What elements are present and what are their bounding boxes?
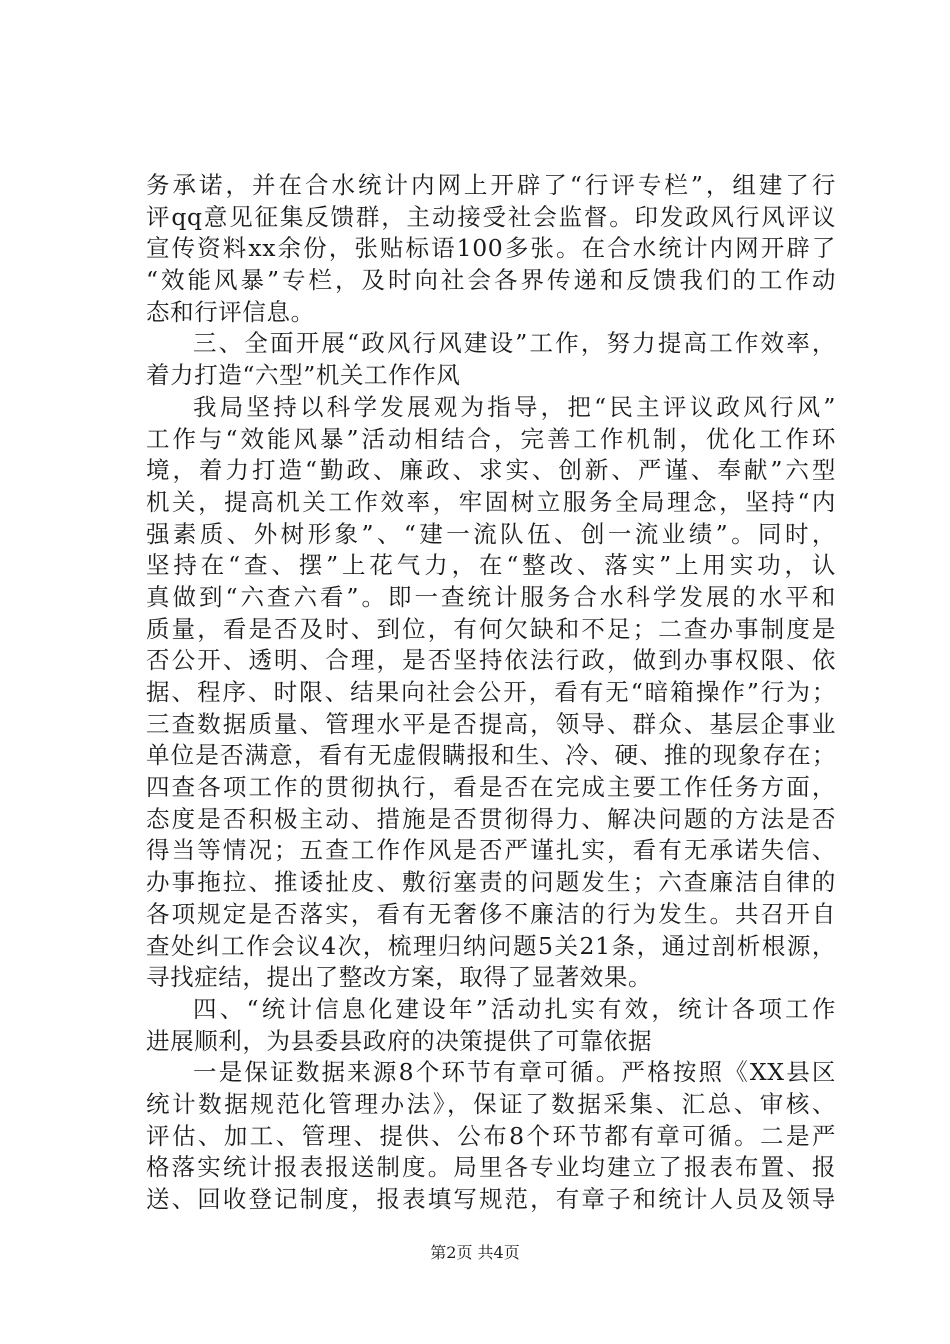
text-line: 评qq意见征集反馈群，主动接受社会监督。印发政风行风评议 [146,202,836,231]
text-line: 据、程序、时限、结果向社会公开，看有无“暗箱操作”行为； [146,678,836,706]
text-line: 四、“统计信息化建设年”活动扎实有效，统计各项工作 [193,994,836,1023]
text-line: 一是保证数据来源8个环节有章可循。严格按照《XX县区 [193,1058,836,1087]
text-line: 否公开、透明、合理，是否坚持依法行政，做到办事权限、依 [146,646,836,675]
text-line: 境，着力打造“勤政、廉政、求实、创新、严谨、奉献”六型 [146,456,836,485]
text-line: 寻找症结，提出了整改方案，取得了显著效果。 [146,963,653,992]
text-line: 坚持在“查、摆”上花气力，在“整改、落实”上用实功，认 [146,551,836,580]
text-line: 务承诺，并在合水统计内网上开辟了“行评专栏”，组建了行 [146,171,836,199]
text-line: 统计数据规范化管理办法》，保证了数据采集、汇总、审核、 [146,1089,836,1118]
text-line: 查处纠工作会议4次，梳理归纳问题5关21条，通过剖析根源， [146,931,836,960]
text-line: 格落实统计报表报送制度。局里各专业均建立了报表布置、报 [146,1153,836,1182]
text-line: 着力打造“六型”机关工作作风 [146,361,461,390]
text-line: 三查数据质量、管理水平是否提高，领导、群众、基层企事业 [146,709,836,738]
text-line: 我局坚持以科学发展观为指导，把“民主评议政风行风” [193,392,836,421]
text-line: 真做到“六查六看”。即一查统计服务合水科学发展的水平和 [146,582,836,611]
text-line: 送、回收登记制度，报表填写规范，有章子和统计人员及领导 [146,1185,836,1213]
text-line: 态和行评信息。 [146,297,315,326]
text-line: 机关，提高机关工作效率，牢固树立服务全局理念，坚持“内 [146,487,836,516]
document-body [146,170,836,1216]
text-line: 宣传资料xx余份，张贴标语100多张。在合水统计内网开辟了 [146,234,836,263]
text-line: 评估、加工、管理、提供、公布8个环节都有章可循。二是严 [146,1121,836,1150]
page-footer: 第2页 共4页 [430,1243,520,1262]
text-line: 得当等情况；五查工作作风是否严谨扎实，看有无承诺失信、 [146,836,836,865]
text-line: 质量，看是否及时、到位，有何欠缺和不足；二查办事制度是 [146,614,836,643]
text-line: 单位是否满意，看有无虚假瞒报和生、冷、硬、推的现象存在； [146,741,836,770]
text-line: 三、全面开展“政风行风建设”工作，努力提高工作效率， [193,329,836,358]
text-line: 四查各项工作的贯彻执行，看是否在完成主要工作任务方面， [146,773,836,802]
text-line: 各项规定是否落实，看有无奢侈不廉洁的行为发生。共召开自 [146,899,836,928]
text-line: 工作与“效能风暴”活动相结合，完善工作机制，优化工作环 [146,424,836,453]
text-line: 强素质、外树形象”、“建一流队伍、创一流业绩”。同时， [146,519,836,548]
text-line: 态度是否积极主动、措施是否贯彻得力、解决问题的方法是否 [146,804,836,833]
text-line: 进展顺利，为县委县政府的决策提供了可靠依据 [146,1026,653,1055]
text-line: “效能风暴”专栏，及时向社会各界传递和反馈我们的工作动 [146,266,836,295]
text-line: 办事拖拉、推诿扯皮、敷衍塞责的问题发生；六查廉洁自律的 [146,868,836,897]
